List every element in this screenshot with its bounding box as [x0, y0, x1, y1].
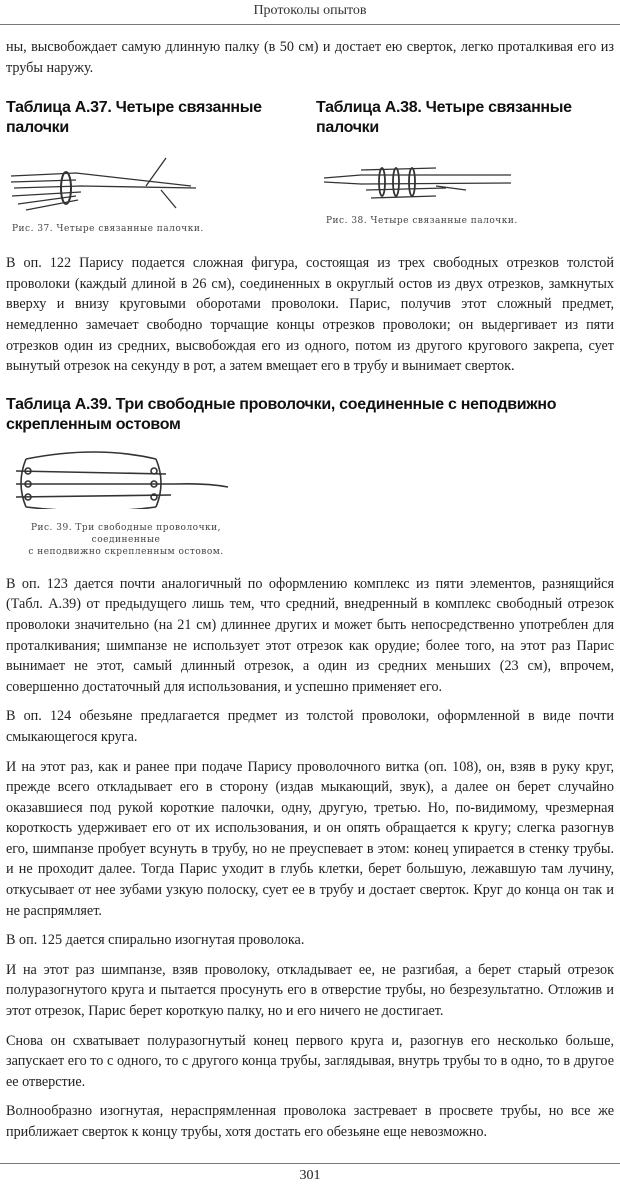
figure-row: [6, 98, 614, 235]
paragraph: И на этот раз, как и ранее при подаче Парису проволочного витка (оп. 108), он, взяв в руку круг, прежде всего откладывает его в сторону (издав мыкающий, звук), а далее он берет случайно оказавшиеся под рукой короткие палочки, одну, другую, третью. Но, по-видимому, чрезмерная короткость удерживает его от их использования, и он опять обращается к кругу; слегка разогнув его, шимпанзе пробует всунуть в трубу, но не преуспевает в этом: конец упирается в стенку трубы. и не проходит далее. Тогда Парис уходит в глубь клетки, берет большую, лежавшую там лучину, откусывает от нее зубами узкую полоску, сует ее в трубу и достает сверток. Круг до конца он так и не распрямляет.: [6, 758, 614, 919]
paragraph: В оп. 123 дается почти аналогичный по оформлению комплекс из пяти элементов, разнящийся (Табл. А.39) от предыдущего лишь тем, что средний, внедренный в комплекс свободный отрезок проволоки значительно (на 21 см) длиннее других и может быть непосредственно употреблен для проталкивания; шимпанзе не использует этот отрезок как орудие; более того, на этот раз Парис вынимает не этот, самый длинный отрезок, а один из средних меньших (23 см), впрочем, совершенно достаточный для использования, и успешно применяет его.: [6, 575, 614, 695]
figure-37-caption: Рис. 37. Четыре связанные палочки.: [12, 224, 204, 235]
running-header: Протоколы опытов: [0, 0, 620, 25]
table-a37: [6, 98, 276, 235]
paragraph: И на этот раз шимпанзе, взяв проволоку, откладывает ее, не разгибая, а берет старый отрезок полуразогнутого круга и пытается просунуть его в отверстие трубы, но безрезультатно. Отложив и этот отрезок, Парис берет короткую палку, но и его ничего не достигает.: [6, 961, 614, 1020]
figure-39-caption: [6, 522, 246, 558]
page-number: 301: [0, 1163, 620, 1186]
paragraph: Волнообразно изогнутая, нераспрямленная проволока застревает в просвете трубы, но все же приближает сверток к концу трубы, хотя достать его обезьяне еще невозможно.: [6, 1103, 614, 1140]
page-content: [0, 37, 620, 1143]
table-heading-a37: Таблица А.37. Четыре связанные палочки: [6, 99, 262, 137]
paragraph: В оп. 124 обезьяне предлагается предмет из толстой проволоки, оформленной в виде почти смыкающегося круга.: [6, 708, 614, 745]
four-sticks-illustration: [316, 158, 516, 208]
paragraph: ны, высвобождает самую длинную палку (в 50 см) и достает ею сверток, легко проталкивая его из трубы наружу.: [6, 39, 614, 76]
figure-39-caption-line: с неподвижно скрепленным остовом.: [28, 546, 224, 557]
figure-38-caption: Рис. 38. Четыре связанные палочки.: [326, 216, 518, 227]
figure-39-caption-line: Рис. 39. Три свободные проволочки, соединенные: [30, 522, 222, 545]
wire-frame-illustration: [6, 449, 246, 509]
figure-37: [6, 148, 276, 235]
paragraph: Снова он схватывает полуразогнутый конец первого круга и, разогнув его несколько больше, запускает его то с одного, то с другого конца трубы, заглядывая, внутрь трубы то в одно, то в другое ее отверстие.: [6, 1032, 614, 1090]
paragraph: В оп. 122 Парису подается сложная фигура, состоящая из трех свободных отрезков толстой проволоки (каждый длиной в 26 см), соединенных в округлый остов из двух отрезков, замкнутых вверху и внизу круговыми оборотами проволоки. Парис, получив этот сложный предмет, немедленно замечает свободно торчащие концы отрезков проволоки; он выдергивает из пяти отрезков один из средних, высвобождая его из одного, потом из другого кругового закрепа, сует вынутый отрезок на секунду в рот, а затем вмещает его в трубу и вынимает сверток.: [6, 255, 614, 375]
four-sticks-illustration: [6, 148, 206, 218]
table-heading-a39: Таблица А.39. Три свободные проволочки, соединенные с неподвижно скрепленным остовом: [6, 395, 557, 433]
table-heading-a38: Таблица А.38. Четыре связанные палочки: [316, 99, 572, 137]
paragraph: В оп. 125 дается спирально изогнутая проволока.: [6, 932, 305, 949]
figure-38: [316, 158, 586, 227]
table-a38: [316, 98, 586, 235]
figure-39: [6, 449, 614, 558]
